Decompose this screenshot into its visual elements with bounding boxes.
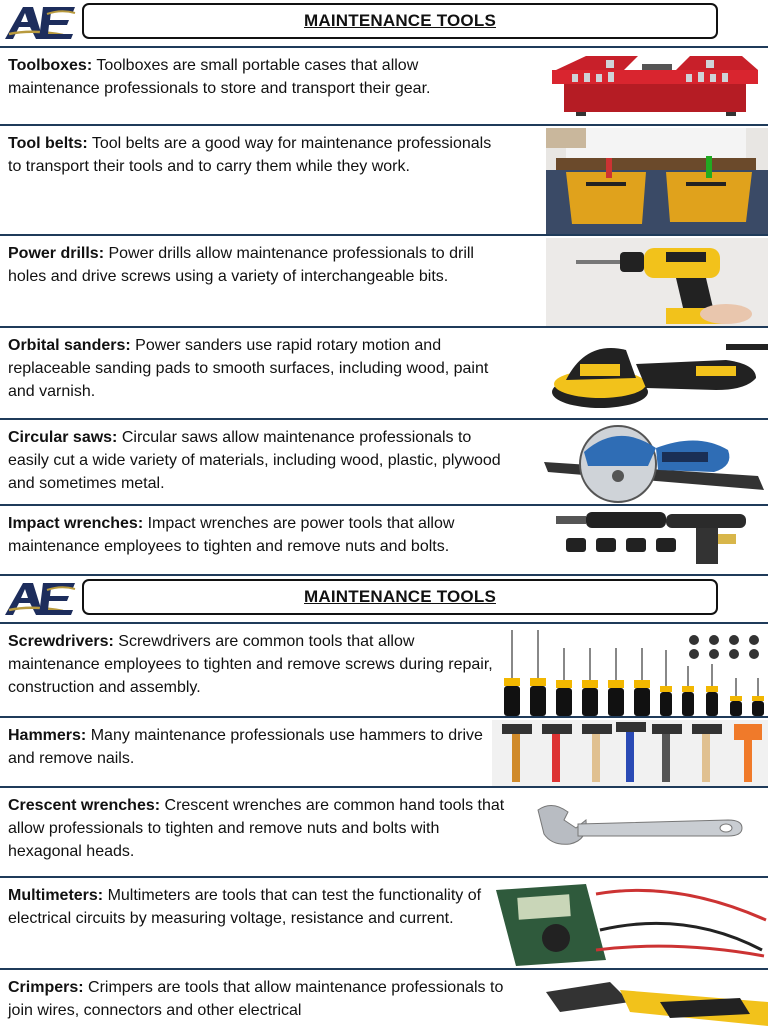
item-description: Toolboxes are small portable cases that allow maintenance professionals to store and transport their gear. <box>8 57 431 97</box>
item-description: Many maintenance professionals use hammers to drive and remove nails. <box>8 727 483 767</box>
orbital-sander-image <box>546 330 768 418</box>
list-item-crimpers <box>0 968 768 1024</box>
item-description: Crescent wrenches are common hand tools that allow professionals to tighten and remove nuts and bolts with hexagonal heads. <box>8 797 505 860</box>
item-name: Tool belts: <box>8 135 88 152</box>
item-description: Multimeters are tools that can test the functionality of electrical circuits by measuring voltage, resistance and current. <box>8 887 482 927</box>
item-description: Circular saws allow maintenance professionals to easily cut a wide variety of materials, including wood, plastic, plywood and sometimes metal. <box>8 429 501 492</box>
item-name: Toolboxes: <box>8 57 93 74</box>
title-box <box>82 3 718 39</box>
multimeter-image <box>496 880 768 970</box>
impact-wrench-image <box>546 508 768 576</box>
ae-logo-icon <box>3 1 77 43</box>
list-item-impact-wrenches <box>0 504 768 576</box>
list-item-orbital-sanders <box>0 326 768 418</box>
item-name: Screwdrivers: <box>8 633 114 650</box>
crimper-image <box>540 972 768 1026</box>
item-name: Hammers: <box>8 727 87 744</box>
list-item-hammers <box>0 716 768 786</box>
item-description: Tool belts are a good way for maintenance professionals to transport their tools and to carry them while they work. <box>8 135 492 175</box>
item-name: Crescent wrenches: <box>8 797 161 814</box>
hammers-image <box>492 720 768 786</box>
circular-saw-image <box>538 422 768 510</box>
list-item-circular-saws <box>0 418 768 510</box>
item-name: Orbital sanders: <box>8 337 131 354</box>
item-description: Crimpers are tools that allow maintenance professionals to join wires, connectors and other electrical <box>8 979 504 1019</box>
item-name: Power drills: <box>8 245 105 262</box>
list-item-tool-belts <box>0 124 768 234</box>
ae-logo-icon <box>3 577 77 619</box>
tool-belt-image <box>546 128 768 236</box>
power-drill-image <box>546 238 768 326</box>
list-item-crescent-wrenches <box>0 786 768 878</box>
title-box <box>82 579 718 615</box>
item-description: Power drills allow maintenance professionals to drill holes and drive screws using a variety of interchangeable bits. <box>8 245 474 285</box>
section-header <box>0 576 768 620</box>
item-description: Power sanders use rapid rotary motion and replaceable sanding pads to smooth surfaces, including wood, paint and varnish. <box>8 337 489 400</box>
list-item-toolboxes <box>0 46 768 124</box>
item-name: Crimpers: <box>8 979 84 996</box>
list-item-multimeters <box>0 876 768 968</box>
page-title: MAINTENANCE TOOLS <box>304 587 496 606</box>
item-name: Impact wrenches: <box>8 515 144 532</box>
page-title: MAINTENANCE TOOLS <box>304 11 496 30</box>
list-item-power-drills <box>0 234 768 326</box>
item-description: Impact wrenches are power tools that allow maintenance employees to tighten and remove nuts and bolts. <box>8 515 455 555</box>
screwdrivers-image <box>498 626 768 718</box>
section-header <box>0 0 768 44</box>
item-name: Circular saws: <box>8 429 118 446</box>
toolbox-image <box>546 50 768 124</box>
crescent-wrench-image <box>508 790 768 878</box>
item-name: Multimeters: <box>8 887 104 904</box>
list-item-screwdrivers <box>0 622 768 718</box>
item-description: Screwdrivers are common tools that allow maintenance employees to tighten and remove screws during repair, construction and assembly. <box>8 633 493 696</box>
